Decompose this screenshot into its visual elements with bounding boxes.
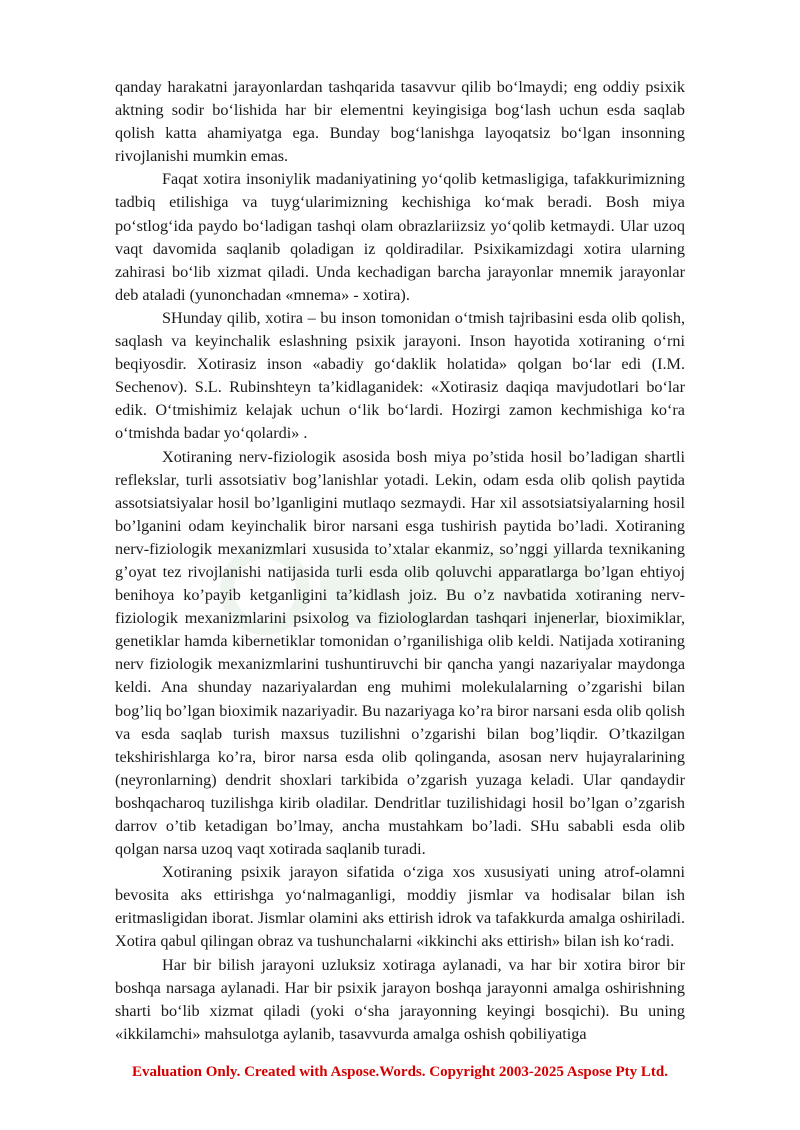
paragraph: Xotiraning nerv-fiziologik asosida bosh miya po’stida hosil bo’ladigan shartli reflekslar, turli assotsiativ bog’lanishlar yotadi. Lekin, odam esda olib qolish paytida assotsiatsiyalar hosil bo’lganligini mutlaqo sezmaydi. Har xil assotsiatsiyalarning hosil bo’lganini odam keyinchalik biror narsani esga tushirish paytida bo’ladi. Xotiraning nerv-fiziologik mexanizmlari xususida to’xtalar ekanmiz, so’nggi yillarda texnikaning g’oyat tez rivojlanishi natijasida turli esda olib qoluvchi apparatlarga bo’lgan ehtiyoj benihoya ko’payib ketganligini ta’kidlash joiz. Bu o’z navbatida xotiraning nerv-fiziologik mexanizmlarini psixolog va fiziologlardan tashqari injenerlar, bioximiklar, genetiklar hamda kibernetiklar tomonidan o’rganilishiga olib keldi. Natijada xotiraning nerv fiziologik mexanizmlarini tushuntiruvchi bir qancha yangi nazariyalar maydonga keldi. Ana shunday nazariyalardan eng muhimi molekulalarning o’zgarishi bilan bog’liq bo’lgan bioximik nazariyadir. Bu nazariyaga ko’ra biror narsani esda olib qolish va esda saqlab turish maxsus tuzilishni o’zgarishi bilan bog’liqdir. O’tkazilgan tekshirishlarga ko’ra, biror narsa esda olib qolinganda, asosan nerv hujayralarining (neyronlarning) dendrit shoxlari tarkibida o’zgarish yuzaga keladi. Ular qandaydir boshqacharoq tuzilishga kirib oladilar. Dendritlar tuzilishidagi hosil bo’lgan o’zgarish darrov o’tib ketadigan bo’lmay, ancha mustahkam bo’ladi. SHu sababli esda olib qolgan narsa uzoq vaqt xotirada saqlanib turadi.: [115, 447, 686, 859]
document-body: [115, 76, 685, 1046]
evaluation-footer: Evaluation Only. Created with Aspose.Words. Copyright 2003-2025 Aspose Pty Ltd.: [131, 1064, 669, 1080]
paragraph: Har bir bilish jarayoni uzluksiz xotiraga aylanadi, va har bir xotira biror bir boshqa narsaga aylanadi. Har bir psixik jarayon boshqa jarayonni amalga oshirishning sharti bo‘lib xizmat qiladi (yoki o‘sha jarayonning keyingi bosqichi). Bu uning «ikkilamchi» mahsulotga aylanib, tasavvurda amalga oshish qobiliyatiga: [115, 955, 685, 1043]
paragraph-continuation: qanday harakatni jarayonlardan tashqarida tasavvur qilib bo‘lmaydi; eng oddiy psixik aktning sodir bo‘lishida har bir elementni keyingisiga bog‘lash uchun esda saqlab qolish katta ahamiyatga ega. Bunday bog‘lanishga layoqatsiz bo‘lgan insonning rivojlanishi mumkin emas.: [115, 78, 685, 166]
paragraph: SHunday qilib, xotira – bu inson tomonidan o‘tmish tajribasini esda olib qolish, saqlash va keyinchalik eslashning psixik jarayoni. Inson hayotida xotiraning o‘rni beqiyosdir. Xotirasiz inson «abadiy go‘daklik holatida» qolgan bo‘lar edi (I.M. Sechenov). S.L. Rubinshteyn ta’kidlaganidek: «Xotirasiz daqiqa mavjudotlari bo‘lar edik. O‘tmishimiz kelajak uchun o‘lik bo‘lardi. Hozirgi zamon kechmishiga ko‘ra o‘tmishda badar yo‘qolardi» .: [115, 308, 685, 443]
paragraph: Faqat xotira insoniylik madaniyatining yo‘qolib ketmasligiga, tafakkurimizning tadbiq etilishiga va tuyg‘ularimizning kechishiga ko‘mak beradi. Bosh miya po‘stlog‘ida paydo bo‘ladigan tashqi olam obrazlariizsiz yo‘qolib ketmaydi. Ular uzoq vaqt davomida saqlanib qoladigan iz qoldiradilar. Psixikamizdagi xotira ularning zahirasi bo‘lib xizmat qiladi. Unda kechadigan barcha jarayonlar mnemik jarayonlar deb ataladi (yunonchadan «mnema» - xotira).: [115, 170, 685, 304]
paragraph: Xotiraning psixik jarayon sifatida o‘ziga xos xususiyati uning atrof-olamni bevosita aks ettirishga yo‘nalmaganligi, moddiy jismlar va hodisalar bilan ish eritmasligidan iborat. Jismlar olamini aks ettirish idrok va tafakkurda amalga oshiriladi. Xotira qabul qilingan obraz va tushunchalarni «ikkinchi aks ettirish» bilan ish ko‘radi.: [115, 863, 685, 951]
